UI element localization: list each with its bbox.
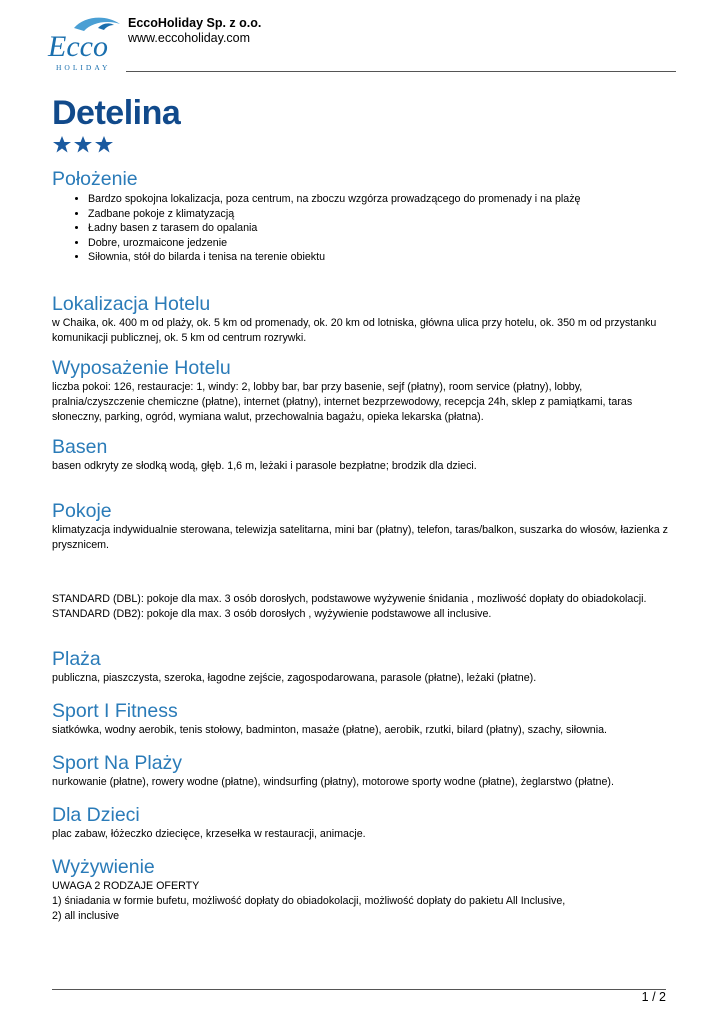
section-text: w Chaika, ok. 400 m od plaży, ok. 5 km od promenady, ok. 20 km od lotniska, główna ulica przy hotelu, ok. 350 m od przystanku komunikacji publicznej, ok. 5 km od centrum rozrywki.: [52, 316, 657, 344]
section-text: 2) all inclusive: [52, 909, 120, 922]
list-item: • Dobre, urozmaicone jedzenie: [88, 236, 677, 251]
logo-wordmark: Ecco: [48, 30, 108, 63]
section-title: Sport I Fitness: [52, 699, 178, 722]
star-icon: [94, 136, 114, 156]
section-polozenie: [52, 167, 677, 265]
logo-subtext: HOLIDAY: [56, 63, 111, 72]
section-title: Wyposażenie Hotelu: [52, 356, 231, 379]
room-type-line: STANDARD (DBL): pokoje dla max. 3 osób dorosłych, podstawowe wyżywenie śnidania , mozliwość dopłaty do obiadokolacji.: [52, 592, 647, 605]
section-title: Wyżywienie: [52, 855, 155, 878]
page-header: [44, 14, 676, 72]
section-plaza: [52, 647, 677, 686]
section-sport: [52, 699, 677, 738]
section-sport-plaza: [52, 751, 677, 790]
section-text: siatkówka, wodny aerobik, tenis stołowy, badminton, masaże (płatne), aerobik, rzutki, bilard (płatny), szachy, siłownia.: [52, 723, 608, 736]
section-title: Basen: [52, 435, 108, 458]
company-website: www.eccoholiday.com: [128, 31, 251, 45]
company-name: EccoHoliday Sp. z o.o.: [128, 16, 262, 30]
section-text: UWAGA 2 RODZAJE OFERTY: [52, 879, 200, 892]
section-title: Dla Dzieci: [52, 803, 140, 826]
list-item: • Zadbane pokoje z klimatyzacją: [88, 207, 677, 222]
company-info: [128, 16, 261, 46]
list-item: • Ładny basen z tarasem do opalania: [88, 221, 677, 236]
logo-graphic: [44, 14, 122, 72]
star-icon: [73, 136, 93, 156]
section-dzieci: [52, 803, 677, 842]
section-title: Lokalizacja Hotelu: [52, 292, 211, 315]
page-number: 1 / 2: [641, 990, 666, 1004]
section-lokalizacja: [52, 292, 677, 346]
section-title: Pokoje: [52, 499, 112, 522]
section-text: publiczna, piaszczysta, szeroka, łagodne zejście, zagospodarowana, parasole (płatne), leżaki (płatne).: [52, 671, 537, 684]
section-wyzywienie: [52, 855, 677, 924]
hotel-description: [52, 92, 677, 924]
section-title: Położenie: [52, 168, 138, 190]
list-item: • Bardzo spokojna lokalizacja, poza centrum, na zboczu wzgórza prowadzącego do promenady i na plażę: [88, 192, 677, 207]
highlights-list: [52, 192, 677, 265]
section-basen: [52, 435, 677, 474]
section-title: Plaża: [52, 647, 101, 670]
section-text: klimatyzacja indywidualnie sterowana, telewizja satelitarna, mini bar (płatny), telefon, taras/balkon, suszarka do włosów, łazienka z prysznicem.: [52, 523, 669, 551]
section-text: plac zabaw, łóżeczko dziecięce, krzesełka w restauracji, animacje.: [52, 827, 366, 840]
section-text: nurkowanie (płatne), rowery wodne (płatne), windsurfing (płatny), motorowe sporty wodne (płatne), żeglarstwo (płatne).: [52, 775, 614, 788]
room-type-line: STANDARD (DB2): pokoje dla max. 3 osób dorosłych , wyżywienie podstawowe all inclusive.: [52, 607, 492, 620]
ecco-holiday-logo: [44, 14, 122, 72]
section-wyposazenie: [52, 356, 677, 425]
section-title: Sport Na Plaży: [52, 751, 183, 774]
section-text: liczba pokoi: 126, restauracje: 1, windy: 2, lobby bar, bar przy basenie, sejf (płatny), room service (płatny), lobby, pralnia/czyszczenie chemiczne (płatne), internet (płatny), internet bezprzewodowy, recepcja 24h, sklep z pamiątkami, taras słoneczny, parking, ogród, wymiana walut, przechowalnia bagażu, opieka lekarska (płatna).: [52, 380, 633, 423]
header-divider: [126, 71, 676, 72]
star-rating: [52, 136, 677, 158]
section-text: 1) śniadania w formie bufetu, możliwość dopłaty do obiadokolacji, możliwość dopłaty do pakietu All Inclusive,: [52, 894, 566, 907]
section-pokoje: [52, 499, 677, 622]
footer-divider: [52, 989, 666, 990]
list-item: • Siłownia, stół do bilarda i tenisa na terenie obiektu: [88, 250, 677, 265]
star-icon: [52, 136, 72, 156]
section-text: basen odkryty ze słodką wodą, głęb. 1,6 m, leżaki i parasole bezpłatne; brodzik dla dzieci.: [52, 459, 477, 472]
hotel-name: Detelina: [52, 94, 181, 132]
